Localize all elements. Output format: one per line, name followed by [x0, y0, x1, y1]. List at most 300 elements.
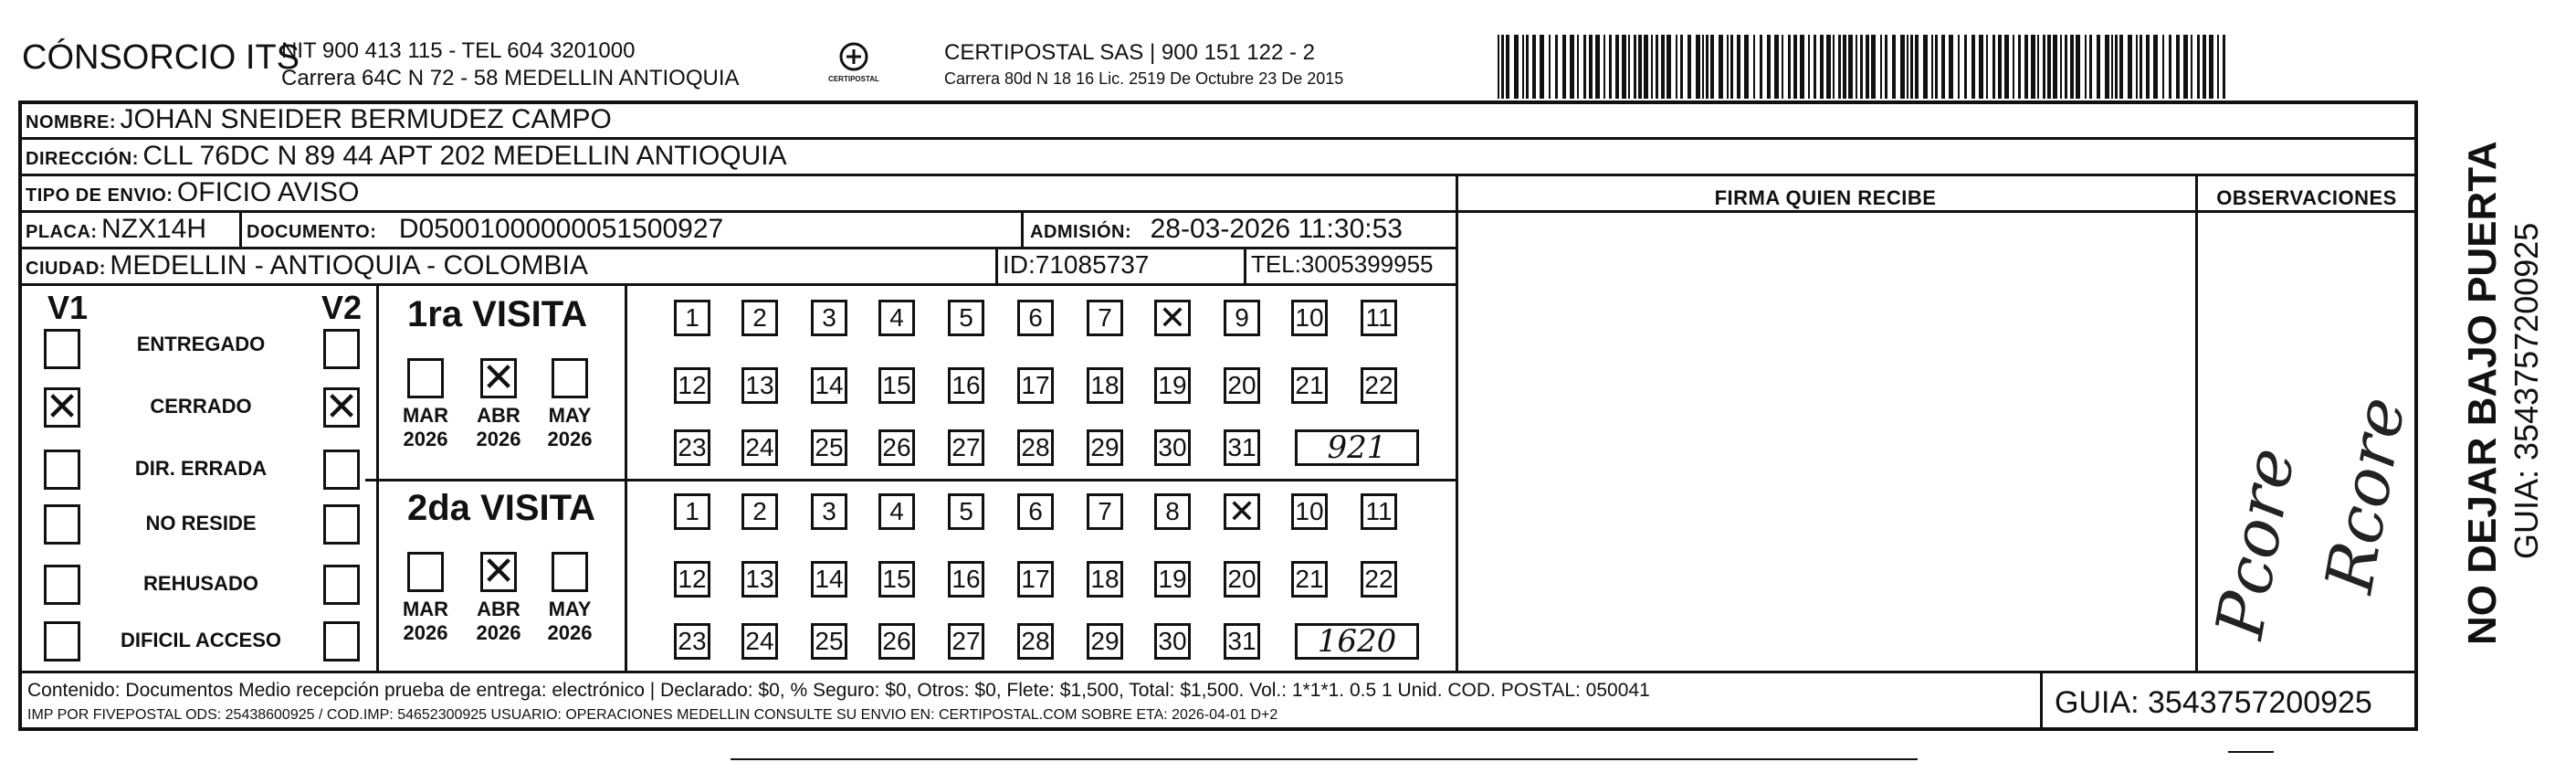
v2-checkbox [323, 565, 360, 605]
day-box [1224, 300, 1260, 336]
barcode-bar [2024, 35, 2028, 99]
company-line-2: Carrera 64C N 72 - 58 MEDELLIN ANTIOQUIA [281, 66, 740, 90]
day-number: 16 [952, 371, 981, 399]
day-number: 23 [678, 433, 707, 461]
barcode-bar [1971, 35, 1975, 99]
day-box [1017, 493, 1054, 530]
day-box [1017, 561, 1054, 598]
barcode-bar [2128, 35, 2132, 99]
day-number: 13 [745, 565, 774, 593]
barcode-bar [1931, 35, 1933, 99]
barcode-bar [1644, 35, 1648, 99]
day-box [1224, 429, 1260, 466]
barcode-bar [2089, 35, 2092, 99]
carrier-line-2: Carrera 80d N 18 16 Lic. 2519 De Octubre 23 De 2015 [944, 69, 1344, 88]
barcode-bar [1577, 35, 1579, 99]
month-check-mark: ✕ [481, 549, 516, 594]
admision-value: 28-03-2026 11:30:53 [1150, 214, 1403, 244]
barcode-bar [1900, 35, 1905, 99]
v1-header: V1 [47, 289, 89, 326]
barcode-bar [1719, 35, 1723, 99]
v1-check-mark: ✕ [45, 385, 79, 429]
barcode-bar [1820, 35, 1824, 99]
barcode-bar [1808, 35, 1810, 99]
barcode-bar [1992, 35, 1995, 99]
v1-checkbox [44, 329, 80, 369]
v2-checkbox [323, 450, 360, 490]
day-number: 13 [745, 371, 774, 399]
barcode-bar [2065, 35, 2067, 99]
hour-value: 921 [1327, 429, 1387, 466]
day-box [878, 493, 915, 530]
barcode-bar [2043, 35, 2045, 99]
day-number: 17 [1021, 565, 1050, 593]
day-number: 22 [1364, 565, 1393, 593]
barcode-bar [2037, 35, 2039, 99]
day-box [948, 367, 984, 404]
day-box [1291, 561, 1328, 598]
day-box [1154, 429, 1191, 466]
day-number: 3 [822, 303, 836, 332]
day-box [1087, 300, 1123, 336]
barcode-bar [1562, 35, 1566, 99]
company-name: CÓNSORCIO ITS [22, 38, 300, 77]
barcode-bar [1843, 35, 1846, 99]
day-number: 25 [815, 627, 844, 655]
day-box [948, 429, 984, 466]
visit1-title: 1ra VISITA [407, 294, 588, 334]
barcode-bar [1651, 35, 1653, 99]
month-checkbox [407, 358, 444, 398]
month-label: MAR [402, 404, 449, 427]
barcode-bar [2105, 35, 2109, 99]
day-number: 11 [1365, 303, 1393, 332]
day-number: 10 [1295, 303, 1324, 332]
day-number: 6 [1028, 303, 1043, 332]
day-box [878, 429, 915, 466]
placa-value: NZX14H [101, 214, 207, 244]
day-box [1087, 561, 1123, 598]
month-label: MAR [402, 598, 449, 620]
day-number: 24 [745, 627, 774, 655]
barcode-bar [1826, 35, 1831, 99]
barcode-bar [1680, 35, 1683, 99]
barcode-bar [1935, 35, 1938, 99]
barcode-bar [2183, 35, 2188, 99]
day-box [1224, 623, 1260, 660]
v1-checkbox [44, 450, 80, 490]
barcode-bar [1866, 35, 1869, 99]
barcode-bar [1549, 35, 1551, 99]
day-box [1017, 300, 1054, 336]
footer-guia: GUIA: 3543757200925 [2055, 685, 2372, 720]
day-box [1291, 300, 1328, 336]
month-checkbox [552, 552, 588, 592]
barcode-bar [1814, 35, 1816, 99]
barcode-bar [1628, 35, 1630, 99]
barcode-bar [1907, 35, 1908, 99]
barcode-bar [1949, 35, 1953, 99]
barcode-bar [2119, 35, 2123, 99]
company-line-1: NIT 900 413 115 - TEL 604 3201000 [281, 38, 636, 63]
barcode-bar [1730, 35, 1733, 99]
barcode-bar [2153, 35, 2158, 99]
status-label: NO RESIDE [145, 512, 257, 534]
barcode-bar [1788, 35, 1791, 99]
day-number: 14 [815, 565, 844, 593]
barcode-bar [1760, 35, 1762, 99]
day-box [811, 493, 847, 530]
barcode-bar [2013, 35, 2014, 99]
day-number: 17 [1021, 371, 1050, 399]
barcode-bar [1753, 35, 1755, 99]
barcode-bar [2076, 35, 2080, 99]
day-number: 14 [815, 371, 844, 399]
admision-label: ADMISIÓN: [1030, 222, 1132, 242]
barcode-bar [2217, 35, 2219, 99]
day-number: 25 [815, 433, 844, 461]
day-number: 10 [1295, 497, 1324, 525]
status-label: REHUSADO [143, 572, 258, 595]
day-box [1087, 623, 1123, 660]
day-box [811, 367, 847, 404]
month-check-mark: ✕ [481, 355, 516, 400]
day-box [1087, 493, 1123, 530]
barcode-bar [2060, 35, 2062, 99]
status-label: ENTREGADO [136, 333, 266, 355]
day-number: 18 [1090, 565, 1120, 593]
barcode-bar [1540, 35, 1544, 99]
status-label: CERRADO [150, 395, 252, 418]
day-box [741, 623, 778, 660]
side-guia: GUIA: 3543757200925 [2508, 222, 2545, 559]
barcode-bar [1910, 35, 1913, 99]
day-number: 9 [1235, 303, 1249, 332]
day-box [1154, 493, 1191, 530]
barcode-bar [1793, 35, 1797, 99]
v2-header: V2 [321, 289, 363, 326]
barcode-bar [2203, 35, 2206, 99]
id-value: ID:71085737 [1003, 250, 1150, 279]
barcode-bar [1583, 35, 1586, 99]
day-box [1087, 429, 1123, 466]
barcode-bar [1848, 35, 1853, 99]
barcode-bar [1522, 35, 1524, 99]
barcode-bar [2115, 35, 2118, 99]
barcode-bar [1615, 35, 1619, 99]
barcode-bar [1688, 35, 1691, 99]
v2-checkbox [323, 621, 360, 661]
day-number: 4 [889, 303, 904, 332]
day-box [1017, 367, 1054, 404]
day-number: 1 [685, 303, 699, 332]
month-year: 2026 [476, 428, 521, 450]
barcode-bar [2140, 35, 2142, 99]
month-checkbox [480, 549, 517, 594]
day-number: 7 [1098, 497, 1112, 525]
barcode-bar [1589, 35, 1593, 99]
day-number: 2 [752, 497, 767, 525]
barcode-bar [1737, 35, 1740, 99]
day-box [1291, 493, 1328, 530]
day-box [741, 493, 778, 530]
day-box [1224, 561, 1260, 598]
day-check-mark: ✕ [1227, 492, 1256, 530]
day-box [674, 367, 710, 404]
hour-box [1295, 623, 1419, 660]
day-number: 23 [678, 627, 707, 655]
day-number: 19 [1158, 371, 1187, 399]
day-number: 28 [1021, 627, 1050, 655]
day-box [741, 367, 778, 404]
day-number: 11 [1365, 497, 1393, 525]
tel-value: TEL:3005399955 [1251, 250, 1434, 278]
day-box [674, 561, 710, 598]
day-number: 21 [1295, 565, 1324, 593]
day-box [1087, 367, 1123, 404]
barcode-bar [1838, 35, 1841, 99]
day-box [948, 300, 984, 336]
barcode-bar [1696, 35, 1700, 99]
v2-checkbox [323, 387, 360, 428]
day-box [811, 623, 847, 660]
day-number: 12 [678, 565, 707, 593]
day-number: 18 [1090, 371, 1120, 399]
day-number: 5 [959, 497, 973, 525]
barcode-bar [1998, 35, 2002, 99]
status-label: DIR. ERRADA [134, 457, 268, 480]
day-number: 12 [678, 371, 707, 399]
barcode-bar [1782, 35, 1783, 99]
nombre-label: NOMBRE: [26, 112, 117, 132]
barcode-bar [2162, 35, 2164, 99]
day-check-mark: ✕ [1158, 299, 1187, 336]
v2-check-mark: ✕ [324, 385, 359, 429]
barcode-bar [1958, 35, 1960, 99]
day-number: 27 [952, 433, 981, 461]
barcode-bar [1833, 35, 1835, 99]
day-box [1361, 300, 1397, 336]
nombre-value: JOHAN SNEIDER BERMUDEZ CAMPO [120, 104, 612, 134]
barcode-bar [1941, 35, 1945, 99]
day-box [1291, 367, 1328, 404]
direccion-label: DIRECCIÓN: [26, 149, 139, 169]
day-number: 5 [959, 303, 973, 332]
tipo-envio-value: OFICIO AVISO [176, 177, 360, 207]
barcode-bar [2018, 35, 2021, 99]
barcode-bar [1923, 35, 1928, 99]
day-number: 20 [1227, 371, 1256, 399]
day-number: 31 [1227, 433, 1256, 461]
day-number: 1 [685, 497, 699, 525]
barcode-bar [1501, 35, 1504, 99]
day-number: 31 [1227, 627, 1256, 655]
ciudad-value: MEDELLIN - ANTIOQUIA - COLOMBIA [110, 250, 588, 280]
month-year: 2026 [403, 621, 448, 644]
day-box [1154, 561, 1191, 598]
barcode-bar [1774, 35, 1779, 99]
documento-value: D05001000000051500927 [398, 214, 724, 244]
v1-checkbox [44, 621, 80, 661]
day-number: 15 [882, 565, 911, 593]
day-box [811, 300, 847, 336]
direccion-value: CLL 76DC N 89 44 APT 202 MEDELLIN ANTIOQUIA [142, 141, 787, 171]
barcode-bar [1767, 35, 1771, 99]
day-number: 30 [1158, 433, 1187, 461]
barcode-bar [1915, 35, 1919, 99]
day-number: 30 [1158, 627, 1187, 655]
barcode-bar [1506, 35, 1509, 99]
day-number: 22 [1364, 371, 1393, 399]
barcode-bar [2209, 35, 2213, 99]
barcode-bar [2197, 35, 2200, 99]
barcode-bar [1979, 35, 1983, 99]
day-box [878, 561, 915, 598]
observaciones-label: OBSERVACIONES [2216, 186, 2397, 209]
month-year: 2026 [403, 428, 448, 450]
barcode-bar [1710, 35, 1714, 99]
barcode-bar [1656, 35, 1658, 99]
barcode-bar [1622, 35, 1626, 99]
day-number: 2 [752, 303, 767, 332]
barcode-bar [2169, 35, 2171, 99]
day-number: 7 [1098, 303, 1112, 332]
barcode-bar [1609, 35, 1612, 99]
barcode-bar [1498, 35, 1499, 99]
day-box [878, 623, 915, 660]
day-number: 26 [882, 627, 911, 655]
day-box [1361, 493, 1397, 530]
barcode-bar [2176, 35, 2180, 99]
footer-line-1: Contenido: Documentos Medio recepción prueba de entrega: electrónico | Declarado: $0, % Seguro: $0, Otros: $0, Flete: $1,500, Total: $1,500. Vol.: 1*1*1. 0.5 1 Unid. COD. POSTAL: 050041 [27, 680, 1650, 701]
v2-checkbox [323, 329, 360, 369]
day-box [741, 300, 778, 336]
barcode-bar [1892, 35, 1896, 99]
barcode-bar [2223, 35, 2225, 99]
v2-checkbox [323, 504, 360, 545]
documento-label: DOCUMENTO: [247, 222, 377, 242]
month-checkbox [552, 358, 588, 398]
day-number: 28 [1021, 433, 1050, 461]
barcode-bar [1634, 35, 1636, 99]
barcode-bar [2146, 35, 2150, 99]
barcode-bar [2136, 35, 2138, 99]
barcode-bar [1532, 35, 1536, 99]
tipo-envio-label: TIPO DE ENVIO: [26, 185, 173, 206]
day-box [674, 493, 710, 530]
barcode-bar [1676, 35, 1677, 99]
barcode-bar [2047, 35, 2051, 99]
day-box [1154, 300, 1191, 336]
day-box [1017, 429, 1054, 466]
v1-checkbox [44, 504, 80, 545]
month-label: MAY [548, 598, 592, 620]
barcode-bar [1860, 35, 1863, 99]
day-box [948, 561, 984, 598]
day-number: 4 [889, 497, 904, 525]
hour-box [1295, 429, 1419, 466]
month-label: ABR [477, 404, 520, 427]
hour-value: 1620 [1317, 623, 1397, 660]
barcode-bar [1727, 35, 1729, 99]
barcode-bar [1595, 35, 1600, 99]
day-box [1224, 367, 1260, 404]
day-box [1361, 367, 1397, 404]
placa-label: PLACA: [26, 222, 98, 242]
day-box [674, 429, 710, 466]
barcode-bar [1871, 35, 1876, 99]
day-number: 29 [1090, 433, 1120, 461]
logo-text: CERTIPOSTAL [828, 75, 879, 83]
v1-checkbox [44, 565, 80, 605]
day-box [811, 561, 847, 598]
barcode-bar [1555, 35, 1558, 99]
day-box [878, 367, 915, 404]
day-box [674, 623, 710, 660]
month-checkbox [480, 355, 517, 400]
month-label: MAY [548, 404, 592, 427]
barcode-bar [2111, 35, 2113, 99]
day-number: 15 [882, 371, 911, 399]
barcode-bar [2085, 35, 2087, 99]
barcode-bar [1661, 35, 1665, 99]
day-number: 24 [745, 433, 774, 461]
observacion-hand-2: Rcore [2310, 391, 2421, 598]
barcode-bar [2070, 35, 2074, 99]
barcode-bar [1986, 35, 1988, 99]
barcode-bar [2097, 35, 2100, 99]
month-year: 2026 [476, 621, 521, 644]
observacion-hand-1: Pcore [2201, 442, 2310, 644]
barcode-bar [1800, 35, 1804, 99]
barcode-bar [1514, 35, 1519, 99]
barcode-bar [1880, 35, 1882, 99]
day-number: 26 [882, 433, 911, 461]
barcode-bar [1638, 35, 1642, 99]
barcode-bar [2031, 35, 2035, 99]
day-box [674, 300, 710, 336]
day-number: 8 [1165, 497, 1180, 525]
day-number: 3 [822, 497, 836, 525]
day-box [1361, 561, 1397, 598]
day-box [1017, 623, 1054, 660]
month-year: 2026 [547, 621, 593, 644]
barcode-bar [1526, 35, 1529, 99]
carrier-line-1: CERTIPOSTAL SAS | 900 151 122 - 2 [944, 40, 1315, 65]
barcode-bar [2191, 35, 2192, 99]
day-number: 27 [952, 627, 981, 655]
barcode [1498, 35, 2228, 99]
day-number: 20 [1227, 565, 1256, 593]
day-box [741, 561, 778, 598]
barcode-bar [1744, 35, 1749, 99]
day-number: 16 [952, 565, 981, 593]
ciudad-label: CIUDAD: [26, 259, 106, 279]
day-box [811, 429, 847, 466]
day-box [948, 623, 984, 660]
side-warning: NO DEJAR BAJO PUERTA [2460, 141, 2505, 645]
day-box [1154, 623, 1191, 660]
day-number: 29 [1090, 627, 1120, 655]
barcode-bar [1603, 35, 1605, 99]
v1-checkbox [44, 387, 80, 428]
day-box [948, 493, 984, 530]
day-box [1154, 367, 1191, 404]
barcode-bar [1706, 35, 1709, 99]
barcode-bar [1964, 35, 1967, 99]
certipostal-logo [822, 40, 886, 91]
day-number: 21 [1295, 371, 1324, 399]
